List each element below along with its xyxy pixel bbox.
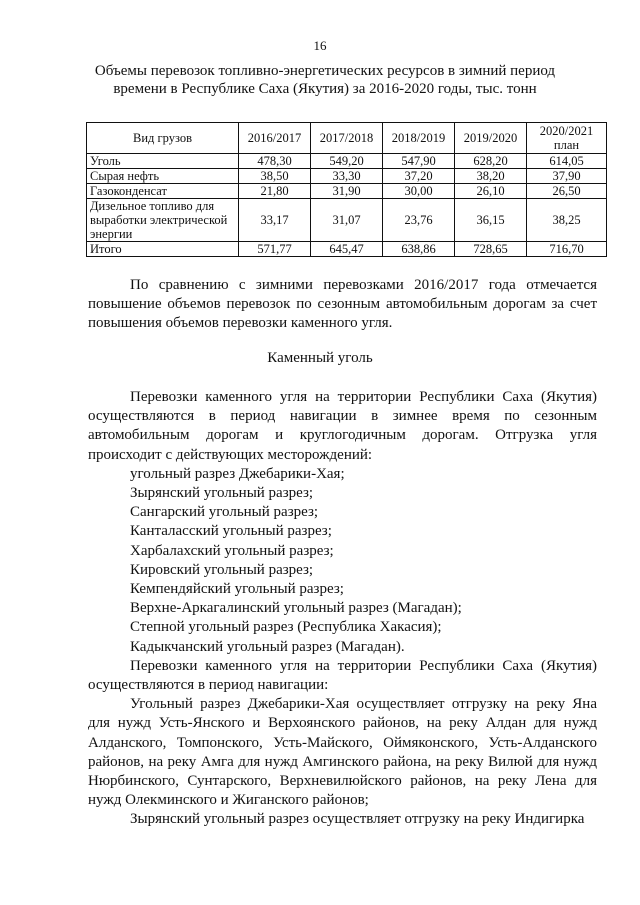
comparison-block [88, 276, 597, 334]
cell-value: 38,20 [455, 169, 527, 184]
list-item: Кировский угольный разрез; [130, 561, 314, 578]
table-title-line-1: Объемы перевозок топливно-энергетических ресурсов в зимний период [94, 63, 556, 79]
zyryansky-paragraph: Зырянский угольный разрез осуществляет отгрузку на реку Индигирка [130, 811, 585, 828]
list-item: Харбалахский угольный разрез; [130, 542, 334, 559]
row-label: Уголь [87, 154, 239, 169]
cell-value: 645,47 [311, 242, 383, 257]
deposit-list [88, 465, 597, 657]
header-2019-2020: 2019/2020 [455, 123, 527, 154]
table-title-line-2: времени в Республике Саха (Якутия) за 2016-2020 годы, тыс. тонн [113, 81, 537, 97]
navigation-paragraph: Перевозки каменного угля на территории Республики Саха (Якутия) осуществляются в период навигации: [88, 657, 597, 694]
cell-value: 628,20 [455, 154, 527, 169]
table-row-crude-oil [87, 169, 607, 184]
row-label: Сырая нефть [87, 169, 239, 184]
page-number: 16 [313, 38, 327, 53]
list-item: Кемпендяйский угольный разрез; [130, 581, 344, 598]
cell-value: 36,15 [455, 199, 527, 242]
row-label: Дизельное топливо для выработки электрической энергии [87, 199, 239, 242]
cell-value: 21,80 [239, 184, 311, 199]
cell-value: 33,30 [311, 169, 383, 184]
coal-section-body [88, 388, 597, 830]
comparison-paragraph: По сравнению с зимними перевозками 2016/2017 года отмечается повышение объемов перевозок по сезонным автомобильным дорогам за счет повышения объемов перевозки каменного угля. [88, 277, 597, 332]
dzhebariki-paragraph: Угольный разрез Джебарики-Хая осуществляет отгрузку на реку Яна для нужд Усть-Янского и Верхоянского районов, на реку Алдан для нужд Алданского, Томпонского, Усть-Майского, Оймяконского, Усть-Алданского районов, на реку Амга для нужд Амгинского района, на реку Вилюй для нужд Нюрбинского, Сунтарского, Верхневилюйского районов, на реку Лена для нужд Олекминского и Жиганского районов; [88, 696, 597, 809]
cell-value: 26,10 [455, 184, 527, 199]
cell-value: 37,20 [383, 169, 455, 184]
row-label: Газоконденсат [87, 184, 239, 199]
list-item: Зырянский угольный разрез; [130, 485, 314, 502]
cell-value: 571,77 [239, 242, 311, 257]
cell-value: 30,00 [383, 184, 455, 199]
list-item: Степной угольный разрез (Республика Хакасия); [130, 619, 442, 636]
cell-value: 728,65 [455, 242, 527, 257]
table-row-diesel-fuel [87, 199, 607, 242]
table-header-row [87, 123, 607, 154]
row-label: Итого [87, 242, 239, 257]
section-heading: Каменный уголь [267, 350, 373, 366]
list-item: Кадыкчанский угольный разрез (Магадан). [130, 638, 405, 655]
cell-value: 33,17 [239, 199, 311, 242]
cell-value: 37,90 [527, 169, 607, 184]
list-item: угольный разрез Джебарики-Хая; [130, 465, 345, 482]
header-2016-2017: 2016/2017 [239, 123, 311, 154]
cell-value: 31,07 [311, 199, 383, 242]
list-item: Сангарский угольный разрез; [130, 504, 319, 521]
table-title [90, 62, 560, 98]
intro-paragraph: Перевозки каменного угля на территории Республики Саха (Якутия) осуществляются в период навигации в зимнее время по сезонным автомобильным дорогам и круглогодичным дорогам. Отгрузка угля происходит с действующих месторождений: [88, 389, 597, 463]
cell-value: 716,70 [527, 242, 607, 257]
list-item: Канталасский угольный разрез; [130, 523, 332, 540]
table-row-coal [87, 154, 607, 169]
header-cargo-type: Вид грузов [87, 123, 239, 154]
cell-value: 23,76 [383, 199, 455, 242]
cargo-volume-table [86, 122, 607, 257]
header-2018-2019: 2018/2019 [383, 123, 455, 154]
table-row-gas-condensate [87, 184, 607, 199]
header-2020-2021-line-2: план [553, 138, 580, 152]
cell-value: 478,30 [239, 154, 311, 169]
cell-value: 549,20 [311, 154, 383, 169]
cell-value: 638,86 [383, 242, 455, 257]
header-2020-2021-plan [527, 123, 607, 154]
cell-value: 26,50 [527, 184, 607, 199]
header-2020-2021-line-1: 2020/2021 [539, 124, 594, 138]
list-item: Верхне-Аркагалинский угольный разрез (Магадан); [130, 600, 462, 617]
table-row-total [87, 242, 607, 257]
cell-value: 614,05 [527, 154, 607, 169]
cell-value: 38,25 [527, 199, 607, 242]
cell-value: 547,90 [383, 154, 455, 169]
header-2017-2018: 2017/2018 [311, 123, 383, 154]
cell-value: 31,90 [311, 184, 383, 199]
cell-value: 38,50 [239, 169, 311, 184]
